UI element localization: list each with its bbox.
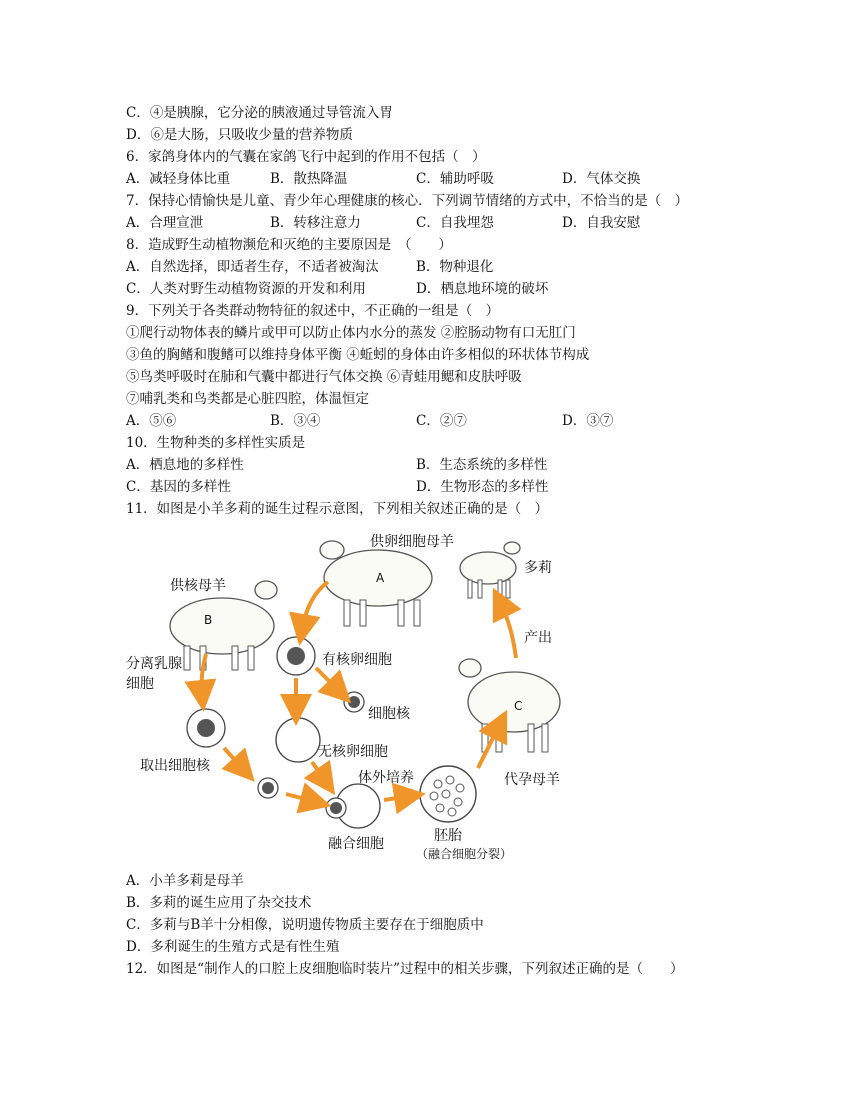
- sheep-c-letter: C: [514, 699, 523, 713]
- q6-option-d: D．气体交换: [562, 171, 641, 187]
- q8-stem: 8．造成野生动植物濒危和灭绝的主要原因是 （ ）: [126, 237, 452, 253]
- produce-label: 产出: [524, 630, 552, 646]
- egg-donor-label: 供卵细胞母羊: [370, 534, 454, 550]
- q6-option-a: A．减轻身体比重: [126, 171, 231, 187]
- arrow-nucleus-to-fused: [286, 794, 316, 802]
- q7-stem: 7．保持心情愉快是儿童、青少年心理健康的核心．下列调节情绪的方式中，不恰当的是（ ）: [126, 193, 689, 209]
- q9-statement-2: ③鱼的胸鳍和腹鳍可以维持身体平衡 ④蚯蚓的身体由许多相似的环状体节构成: [126, 347, 590, 363]
- nucleus-label: 细胞核: [368, 706, 410, 722]
- embryo: [420, 766, 476, 822]
- arrow-surrogate-to-dolly: [500, 602, 516, 658]
- sheep-b-letter: B: [204, 613, 213, 627]
- in-vitro-label: 体外培养: [358, 770, 414, 786]
- q10-option-c: C．基因的多样性: [126, 479, 231, 495]
- mammary-cell: [187, 709, 225, 747]
- sheep-a-egg-donor: [320, 541, 432, 626]
- arrow-cell-to-nucleus: [224, 748, 244, 770]
- arrow-a-to-egg: [302, 582, 328, 630]
- nucleus-donor-label: 供核母羊: [170, 578, 226, 594]
- q10-option-d: D．生物形态的多样性: [416, 479, 549, 495]
- q8-option-b: B．物种退化: [416, 259, 494, 275]
- take-nucleus-label: 取出细胞核: [140, 758, 210, 774]
- sheep-c-surrogate: [459, 659, 560, 752]
- q6-option-b: B．散热降温: [270, 171, 348, 187]
- sheep-b-nucleus-donor: [170, 581, 277, 670]
- arrow-enucleated-to-fused: [312, 762, 326, 782]
- dolly-cloning-diagram: [120, 526, 580, 866]
- q9-option-b: B．③④: [270, 413, 321, 429]
- dolly-label: 多莉: [524, 560, 552, 576]
- q11-option-a: A．小羊多莉是母羊: [126, 873, 244, 889]
- nucleated-egg-label: 有核卵细胞: [322, 652, 392, 668]
- q10-option-a: A．栖息地的多样性: [126, 457, 244, 473]
- q7-option-a: A．合理宣泄: [126, 215, 204, 231]
- q9-statement-1: ①爬行动物体表的鳞片或甲可以防止体内水分的蒸发 ②腔肠动物有口无肛门: [126, 325, 576, 341]
- surrogate-label: 代孕母羊: [504, 772, 560, 788]
- enucleated-egg-cell: [276, 718, 320, 762]
- embryo-label: 胚胎: [434, 828, 462, 844]
- enucleated-egg-label: 无核卵细胞: [318, 744, 388, 760]
- q10-stem: 10．生物种类的多样性实质是: [126, 435, 306, 451]
- q6-option-c: C．辅助呼吸: [416, 171, 494, 187]
- fused-cell: [326, 784, 380, 828]
- q8-option-a: A．自然选择，即适者生存，不适者被淘汰: [126, 259, 379, 275]
- separate-mammary-label-2: 细胞: [126, 676, 154, 692]
- q9-option-d: D．③⑦: [562, 413, 614, 429]
- q11-option-d: D．多利诞生的生殖方式是有性生殖: [126, 939, 340, 955]
- q12-stem: 12．如图是“制作人的口腔上皮细胞临时装片”过程中的相关步骤，下列叙述正确的是（ ）: [126, 961, 684, 977]
- q9-option-c: C．②⑦: [416, 413, 467, 429]
- sheep-a-letter: A: [376, 571, 385, 585]
- q5-option-d: D．⑥是大肠，只吸收少量的营养物质: [126, 127, 353, 143]
- embryo-note-label: （融合细胞分裂）: [416, 847, 513, 861]
- extracted-nucleus-cell: [344, 692, 364, 712]
- q7-option-d: D．自我安慰: [562, 215, 641, 231]
- nucleated-egg-cell: [277, 637, 315, 675]
- q11-option-b: B．多莉的诞生应用了杂交技术: [126, 895, 312, 911]
- q9-statement-4: ⑦哺乳类和鸟类都是心脏四腔，体温恒定: [126, 391, 369, 407]
- q8-option-c: C．人类对野生动植物资源的开发和利用: [126, 281, 366, 297]
- donor-nucleus: [258, 778, 278, 798]
- q5-option-c: C．④是胰腺，它分泌的胰液通过导管流入胃: [126, 105, 393, 121]
- separate-mammary-label-1: 分离乳腺: [126, 656, 182, 672]
- q7-option-c: C．自我埋怨: [416, 215, 494, 231]
- arrow-fused-to-embryo: [384, 796, 410, 800]
- q11-option-c: C．多莉与B羊十分相像，说明遗传物质主要存在于细胞质中: [126, 917, 484, 933]
- q9-option-a: A．⑤⑥: [126, 413, 177, 429]
- fused-cell-label: 融合细胞: [328, 836, 384, 852]
- q9-stem: 9．下列关于各类群动物特征的叙述中，不正确的一组是（ ）: [126, 303, 500, 319]
- q10-option-b: B．生态系统的多样性: [416, 457, 548, 473]
- q6-stem: 6．家鸽身体内的气囊在家鸽飞行中起到的作用不包括（ ）: [126, 149, 486, 165]
- q8-option-d: D．栖息地环境的破坏: [416, 281, 549, 297]
- arrow-egg-to-nucleus: [316, 668, 340, 692]
- dolly-lamb: [460, 542, 520, 598]
- q7-option-b: B．转移注意力: [270, 215, 361, 231]
- q9-statement-3: ⑤鸟类呼吸时在肺和气囊中都进行气体交换 ⑥青蛙用鳃和皮肤呼吸: [126, 369, 522, 385]
- q11-stem: 11．如图是小羊多莉的诞生过程示意图，下列相关叙述正确的是（ ）: [126, 501, 549, 517]
